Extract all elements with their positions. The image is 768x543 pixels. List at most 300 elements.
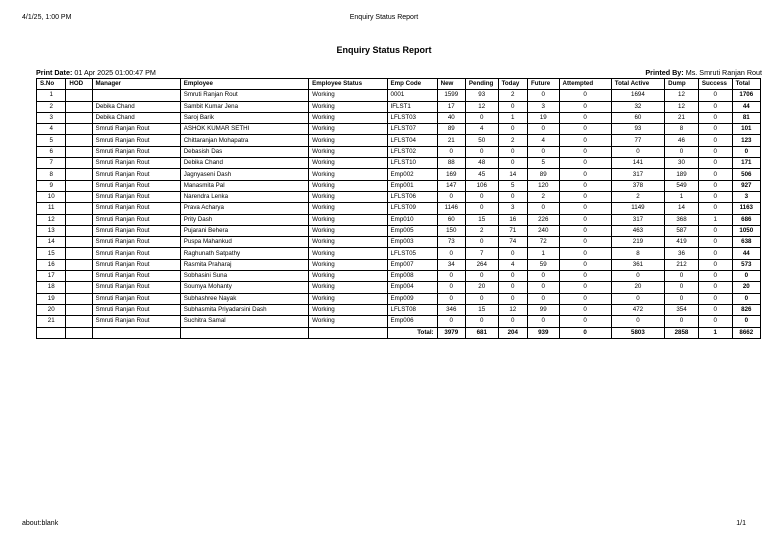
table-cell: Smruti Ranjan Rout: [92, 248, 180, 259]
table-cell: 7: [37, 158, 66, 169]
table-cell: 150: [437, 225, 465, 236]
table-cell: Working: [309, 237, 387, 248]
table-cell: 361: [611, 259, 664, 270]
table-cell: Sobhasini Suna: [180, 271, 308, 282]
table-cell: 0: [527, 293, 559, 304]
table-cell: Smruti Ranjan Rout: [92, 169, 180, 180]
table-cell: [309, 327, 387, 338]
table-cell: 20: [732, 282, 760, 293]
table-cell: 0: [437, 282, 465, 293]
table-cell: 317: [611, 214, 664, 225]
table-cell: 0: [559, 158, 611, 169]
table-cell: 686: [732, 214, 760, 225]
table-cell: Jagnyaseni Dash: [180, 169, 308, 180]
table-cell: LFLST10: [387, 158, 437, 169]
table-cell: 0: [559, 112, 611, 123]
table-cell: 0: [559, 191, 611, 202]
table-cell: 13: [37, 225, 66, 236]
table-cell: [180, 327, 308, 338]
table-cell: Emp010: [387, 214, 437, 225]
table-cell: 0: [559, 237, 611, 248]
table-cell: [37, 327, 66, 338]
table-cell: 0: [559, 225, 611, 236]
table-cell: 0: [437, 191, 465, 202]
column-header: Manager: [92, 79, 180, 90]
table-cell: 21: [437, 135, 465, 146]
table-cell: Prity Dash: [180, 214, 308, 225]
table-cell: Emp001: [387, 180, 437, 191]
table-cell: LFLST05: [387, 248, 437, 259]
table-cell: Narendra Lenka: [180, 191, 308, 202]
table-cell: 1: [665, 191, 699, 202]
table-cell: Emp006: [387, 316, 437, 327]
table-cell: Smruti Ranjan Rout: [92, 180, 180, 191]
table-cell: 72: [527, 237, 559, 248]
totals-row: [37, 327, 761, 338]
table-cell: 0: [465, 293, 498, 304]
table-cell: Emp005: [387, 225, 437, 236]
table-cell: 120: [527, 180, 559, 191]
table-cell: [66, 259, 92, 270]
table-cell: Emp004: [387, 282, 437, 293]
table-cell: 0: [698, 248, 732, 259]
table-cell: 8: [611, 248, 664, 259]
table-row: [37, 169, 761, 180]
table-cell: [66, 124, 92, 135]
table-cell: 44: [732, 101, 760, 112]
table-cell: 826: [732, 304, 760, 315]
total-cell: 0: [559, 327, 611, 338]
table-row: [37, 191, 761, 202]
table-cell: [66, 158, 92, 169]
table-cell: [66, 271, 92, 282]
table-cell: 5: [527, 158, 559, 169]
table-cell: 1: [498, 112, 527, 123]
table-cell: 240: [527, 225, 559, 236]
table-row: [37, 124, 761, 135]
table-row: [37, 282, 761, 293]
table-cell: 0: [498, 158, 527, 169]
table-cell: 0: [498, 248, 527, 259]
table-cell: 0: [611, 271, 664, 282]
table-cell: 463: [611, 225, 664, 236]
table-cell: Working: [309, 191, 387, 202]
table-cell: 927: [732, 180, 760, 191]
table-cell: 4: [527, 135, 559, 146]
table-row: [37, 316, 761, 327]
table-cell: 0: [698, 259, 732, 270]
table-cell: [66, 203, 92, 214]
column-header: New: [437, 79, 465, 90]
table-cell: 0: [698, 158, 732, 169]
table-cell: 0: [559, 304, 611, 315]
table-cell: 21: [665, 112, 699, 123]
totals-label: Total:: [387, 327, 437, 338]
column-header: Employee: [180, 79, 308, 90]
column-header: Emp Code: [387, 79, 437, 90]
table-cell: Smruti Ranjan Rout: [92, 237, 180, 248]
table-cell: [66, 327, 92, 338]
browser-print-datetime: 4/1/25, 1:00 PM: [22, 14, 72, 21]
table-cell: Emp007: [387, 259, 437, 270]
table-cell: 0: [698, 124, 732, 135]
table-cell: Manasmita Pal: [180, 180, 308, 191]
table-cell: 16: [37, 259, 66, 270]
table-row: [37, 237, 761, 248]
table-row: [37, 259, 761, 270]
table-cell: 34: [437, 259, 465, 270]
table-cell: 378: [611, 180, 664, 191]
table-cell: 0: [437, 271, 465, 282]
table-cell: 101: [732, 124, 760, 135]
table-cell: Working: [309, 293, 387, 304]
column-header: Pending: [465, 79, 498, 90]
table-cell: 0: [437, 293, 465, 304]
table-cell: 20: [611, 282, 664, 293]
table-cell: 0: [559, 271, 611, 282]
table-cell: 141: [611, 158, 664, 169]
table-cell: Smruti Ranjan Rout: [92, 225, 180, 236]
table-cell: 93: [465, 90, 498, 101]
table-cell: 1163: [732, 203, 760, 214]
table-cell: 20: [465, 282, 498, 293]
table-row: [37, 101, 761, 112]
table-cell: Working: [309, 203, 387, 214]
table-cell: 317: [611, 169, 664, 180]
table-cell: 30: [665, 158, 699, 169]
total-cell: 8662: [732, 327, 760, 338]
table-cell: 1050: [732, 225, 760, 236]
table-cell: Debika Chand: [180, 158, 308, 169]
table-cell: 0: [698, 304, 732, 315]
table-cell: 0: [559, 203, 611, 214]
table-cell: [66, 282, 92, 293]
table-cell: 1706: [732, 90, 760, 101]
table-row: [37, 135, 761, 146]
table-cell: 0: [665, 282, 699, 293]
table-cell: 0: [698, 293, 732, 304]
table-cell: [66, 90, 92, 101]
table-cell: 12: [37, 214, 66, 225]
table-cell: 0: [665, 316, 699, 327]
table-cell: 59: [527, 259, 559, 270]
table-header-row: [37, 79, 761, 90]
table-cell: Suchitra Samal: [180, 316, 308, 327]
table-cell: 0: [698, 90, 732, 101]
column-header: Attempted: [559, 79, 611, 90]
browser-print-page-title: Enquiry Status Report: [349, 14, 419, 21]
table-row: [37, 304, 761, 315]
table-cell: 0: [498, 316, 527, 327]
table-cell: 16: [498, 214, 527, 225]
table-cell: 0: [698, 271, 732, 282]
table-cell: 19: [527, 112, 559, 123]
print-date-value: 01 Apr 2025 01:00:47 PM: [74, 68, 156, 77]
printed-by-value: Ms. Smruti Ranjan Rout: [685, 68, 762, 77]
table-cell: Emp009: [387, 293, 437, 304]
table-cell: 0: [527, 282, 559, 293]
table-cell: 2: [498, 90, 527, 101]
table-cell: 14: [498, 169, 527, 180]
table-cell: 0: [498, 124, 527, 135]
table-cell: 0: [698, 237, 732, 248]
table-cell: Working: [309, 101, 387, 112]
table-cell: [66, 101, 92, 112]
browser-print-page-count: 1/1: [736, 520, 746, 527]
table-cell: Prava Acharya: [180, 203, 308, 214]
table-cell: 71: [498, 225, 527, 236]
table-cell: 3: [732, 191, 760, 202]
table-cell: 354: [665, 304, 699, 315]
enquiry-status-table: [36, 78, 761, 339]
table-cell: 10: [37, 191, 66, 202]
table-cell: 264: [465, 259, 498, 270]
table-cell: 0: [559, 214, 611, 225]
table-cell: 0: [527, 271, 559, 282]
table-cell: 12: [665, 101, 699, 112]
table-cell: Smruti Ranjan Rout: [92, 316, 180, 327]
table-cell: Working: [309, 146, 387, 157]
table-cell: 18: [37, 282, 66, 293]
table-cell: [92, 327, 180, 338]
table-cell: [66, 248, 92, 259]
table-cell: 219: [611, 237, 664, 248]
table-cell: 44: [732, 248, 760, 259]
table-cell: 0: [698, 225, 732, 236]
table-cell: 8: [37, 169, 66, 180]
table-cell: LFLST03: [387, 112, 437, 123]
table-cell: 40: [437, 112, 465, 123]
table-cell: 106: [465, 180, 498, 191]
table-cell: [66, 169, 92, 180]
table-cell: 0: [559, 259, 611, 270]
table-cell: 0: [698, 203, 732, 214]
table-cell: 14: [37, 237, 66, 248]
table-cell: 48: [465, 158, 498, 169]
table-cell: 0: [498, 146, 527, 157]
table-cell: 212: [665, 259, 699, 270]
table-row: [37, 271, 761, 282]
table-cell: Sambit Kumar Jena: [180, 101, 308, 112]
table-cell: 15: [465, 304, 498, 315]
table-cell: Smruti Ranjan Rout: [92, 203, 180, 214]
table-cell: 0: [465, 316, 498, 327]
table-cell: 12: [465, 101, 498, 112]
table-cell: Smruti Ranjan Rout: [92, 191, 180, 202]
table-cell: 9: [37, 180, 66, 191]
table-cell: [66, 112, 92, 123]
table-cell: Smruti Ranjan Rout: [92, 124, 180, 135]
table-row: [37, 214, 761, 225]
table-cell: LFLST09: [387, 203, 437, 214]
table-cell: Smruti Ranjan Rout: [92, 271, 180, 282]
table-cell: 0: [611, 316, 664, 327]
table-cell: 4: [37, 124, 66, 135]
table-cell: 0: [559, 124, 611, 135]
table-cell: 0: [698, 135, 732, 146]
table-cell: 0: [498, 293, 527, 304]
table-cell: 1694: [611, 90, 664, 101]
table-cell: 0: [611, 146, 664, 157]
table-cell: 0: [465, 146, 498, 157]
table-cell: 0: [465, 191, 498, 202]
table-cell: Smruti Ranjan Rout: [92, 135, 180, 146]
table-cell: 587: [665, 225, 699, 236]
total-cell: 204: [498, 327, 527, 338]
table-cell: 506: [732, 169, 760, 180]
table-cell: 11: [37, 203, 66, 214]
table-cell: 2: [527, 191, 559, 202]
table-cell: [66, 214, 92, 225]
table-cell: 573: [732, 259, 760, 270]
column-header: Success: [698, 79, 732, 90]
report-title: Enquiry Status Report: [336, 45, 432, 55]
table-cell: 2: [498, 135, 527, 146]
table-cell: 0: [559, 282, 611, 293]
table-cell: 93: [611, 124, 664, 135]
table-cell: 419: [665, 237, 699, 248]
table-cell: [66, 237, 92, 248]
table-cell: Working: [309, 259, 387, 270]
table-cell: [66, 180, 92, 191]
table-cell: 3: [527, 101, 559, 112]
table-cell: 368: [665, 214, 699, 225]
table-cell: [66, 316, 92, 327]
table-cell: Working: [309, 135, 387, 146]
table-cell: [66, 293, 92, 304]
column-header: Employee Status: [309, 79, 387, 90]
table-cell: 0: [437, 248, 465, 259]
table-cell: 0: [437, 316, 465, 327]
table-cell: Rasmita Praharaj: [180, 259, 308, 270]
table-cell: 0: [498, 191, 527, 202]
table-cell: 0001: [387, 90, 437, 101]
table-cell: ASHOK KUMAR SETHI: [180, 124, 308, 135]
table-cell: 1: [527, 248, 559, 259]
table-cell: 0: [559, 293, 611, 304]
table-row: [37, 146, 761, 157]
table-cell: Debasish Das: [180, 146, 308, 157]
table-cell: 0: [527, 124, 559, 135]
table-cell: 0: [559, 169, 611, 180]
table-cell: 0: [559, 90, 611, 101]
table-cell: Smruti Ranjan Rout: [92, 293, 180, 304]
table-cell: 0: [559, 316, 611, 327]
column-header: Total: [732, 79, 760, 90]
column-header: Today: [498, 79, 527, 90]
table-cell: Working: [309, 316, 387, 327]
table-cell: Working: [309, 90, 387, 101]
table-cell: LFLST06: [387, 191, 437, 202]
table-cell: 5: [37, 135, 66, 146]
table-cell: 19: [37, 293, 66, 304]
table-row: [37, 180, 761, 191]
table-cell: 17: [437, 101, 465, 112]
table-cell: 189: [665, 169, 699, 180]
table-cell: Smruti Ranjan Rout: [92, 214, 180, 225]
total-cell: 1: [698, 327, 732, 338]
table-cell: 20: [37, 304, 66, 315]
column-header: S.No: [37, 79, 66, 90]
table-row: [37, 112, 761, 123]
table-cell: 147: [437, 180, 465, 191]
table-cell: IFLST1: [387, 101, 437, 112]
table-cell: Smruti Ranjan Rout: [92, 304, 180, 315]
table-cell: Chittaranjan Mohapatra: [180, 135, 308, 146]
table-cell: 472: [611, 304, 664, 315]
table-cell: 0: [732, 271, 760, 282]
table-cell: Debika Chand: [92, 112, 180, 123]
table-cell: 1: [37, 90, 66, 101]
table-cell: Subhashree Nayak: [180, 293, 308, 304]
table-cell: 17: [37, 271, 66, 282]
table-cell: Smruti Ranjan Rout: [92, 158, 180, 169]
table-cell: 0: [698, 169, 732, 180]
table-cell: 32: [611, 101, 664, 112]
printed-by-label: Printed By:: [645, 68, 684, 77]
table-cell: 3: [498, 203, 527, 214]
table-cell: [92, 90, 180, 101]
table-cell: [66, 304, 92, 315]
table-cell: 77: [611, 135, 664, 146]
table-cell: 99: [527, 304, 559, 315]
table-cell: Emp003: [387, 237, 437, 248]
table-cell: Working: [309, 271, 387, 282]
table-cell: 0: [437, 146, 465, 157]
table-cell: 88: [437, 158, 465, 169]
table-cell: Working: [309, 180, 387, 191]
table-cell: 89: [437, 124, 465, 135]
table-row: [37, 225, 761, 236]
column-header: Future: [527, 79, 559, 90]
table-cell: 2: [465, 225, 498, 236]
table-cell: 6: [37, 146, 66, 157]
table-cell: 74: [498, 237, 527, 248]
table-cell: Smruti Ranjan Rout: [180, 90, 308, 101]
table-cell: Emp002: [387, 169, 437, 180]
table-cell: Smruti Ranjan Rout: [92, 146, 180, 157]
table-cell: 0: [665, 271, 699, 282]
table-cell: 1: [698, 214, 732, 225]
table-cell: 638: [732, 237, 760, 248]
table-cell: Pujarani Behera: [180, 225, 308, 236]
table-cell: [66, 225, 92, 236]
table-row: [37, 248, 761, 259]
table-cell: 45: [465, 169, 498, 180]
table-cell: 549: [665, 180, 699, 191]
table-cell: 0: [698, 191, 732, 202]
table-cell: 0: [465, 203, 498, 214]
table-cell: Working: [309, 225, 387, 236]
table-cell: 171: [732, 158, 760, 169]
table-cell: 50: [465, 135, 498, 146]
table-cell: Saroj Barik: [180, 112, 308, 123]
table-cell: 0: [559, 135, 611, 146]
print-date-label: Print Date:: [36, 68, 73, 77]
table-cell: 14: [665, 203, 699, 214]
column-header: HOD: [66, 79, 92, 90]
table-cell: LFLST02: [387, 146, 437, 157]
table-cell: 12: [665, 90, 699, 101]
table-cell: 89: [527, 169, 559, 180]
table-cell: 0: [465, 237, 498, 248]
table-cell: Working: [309, 248, 387, 259]
table-cell: Working: [309, 169, 387, 180]
table-cell: 0: [559, 146, 611, 157]
table-cell: Working: [309, 124, 387, 135]
table-row: [37, 203, 761, 214]
table-cell: 15: [465, 214, 498, 225]
